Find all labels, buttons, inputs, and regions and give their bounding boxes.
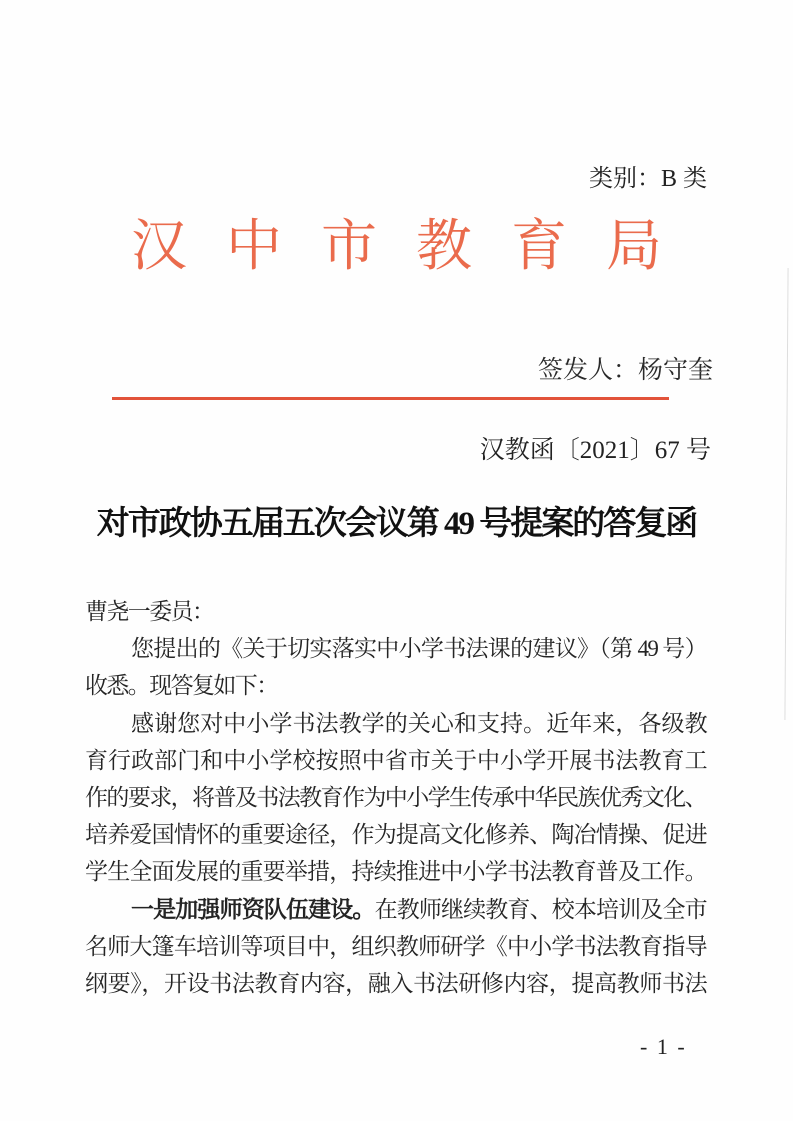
issuer-label: 签发人：杨守奎 — [537, 357, 713, 384]
category-label: 类别：B 类 — [588, 166, 707, 192]
body-line: 感谢您对中小学书法教学的关心和支持。近年来，各级教 — [131, 710, 706, 736]
bureau-title: 汉中市教育局 — [131, 216, 701, 278]
bold-lead-text: 一是加强师资队伍建设。 — [131, 896, 375, 922]
letter-title: 对市政协五届五次会议第 49 号提案的答复函 — [96, 506, 697, 542]
letter-body — [85, 593, 706, 1002]
page-number: - 1 - — [640, 1034, 687, 1059]
body-line: 培养爱国情怀的重要途径，作为提高文化修养、陶冶情操、促进 — [85, 822, 706, 848]
body-line: 一是加强师资队伍建设。在教师继续教育、校本培训及全市 — [131, 896, 706, 922]
body-line: 育行政部门和中小学校按照中省市关于中小学开展书法教育工 — [85, 747, 706, 773]
body-line: 您提出的《关于切实落实中小学书法课的建议》（第 49 号） — [131, 636, 706, 662]
body-line: 学生全面发展的重要举措，持续推进中小学书法教育普及工作。 — [85, 859, 706, 885]
body-line-salutation: 曹尧一委员： — [85, 599, 214, 624]
header-separator-rule — [112, 397, 669, 400]
body-line: 收悉。现答复如下： — [85, 673, 278, 699]
body-line: 名师大篷车培训等项目中，组织教师研学《中小学书法教育指导 — [85, 933, 706, 959]
document-number: 汉教函〔2021〕67 号 — [479, 437, 711, 464]
scan-edge-line — [784, 268, 788, 720]
body-line: 纲要》，开设书法教育内容，融入书法研修内容，提高教师书法 — [85, 971, 706, 997]
body-line: 作的要求，将普及书法教育作为中小学生传承中华民族优秀文化、 — [85, 785, 706, 811]
